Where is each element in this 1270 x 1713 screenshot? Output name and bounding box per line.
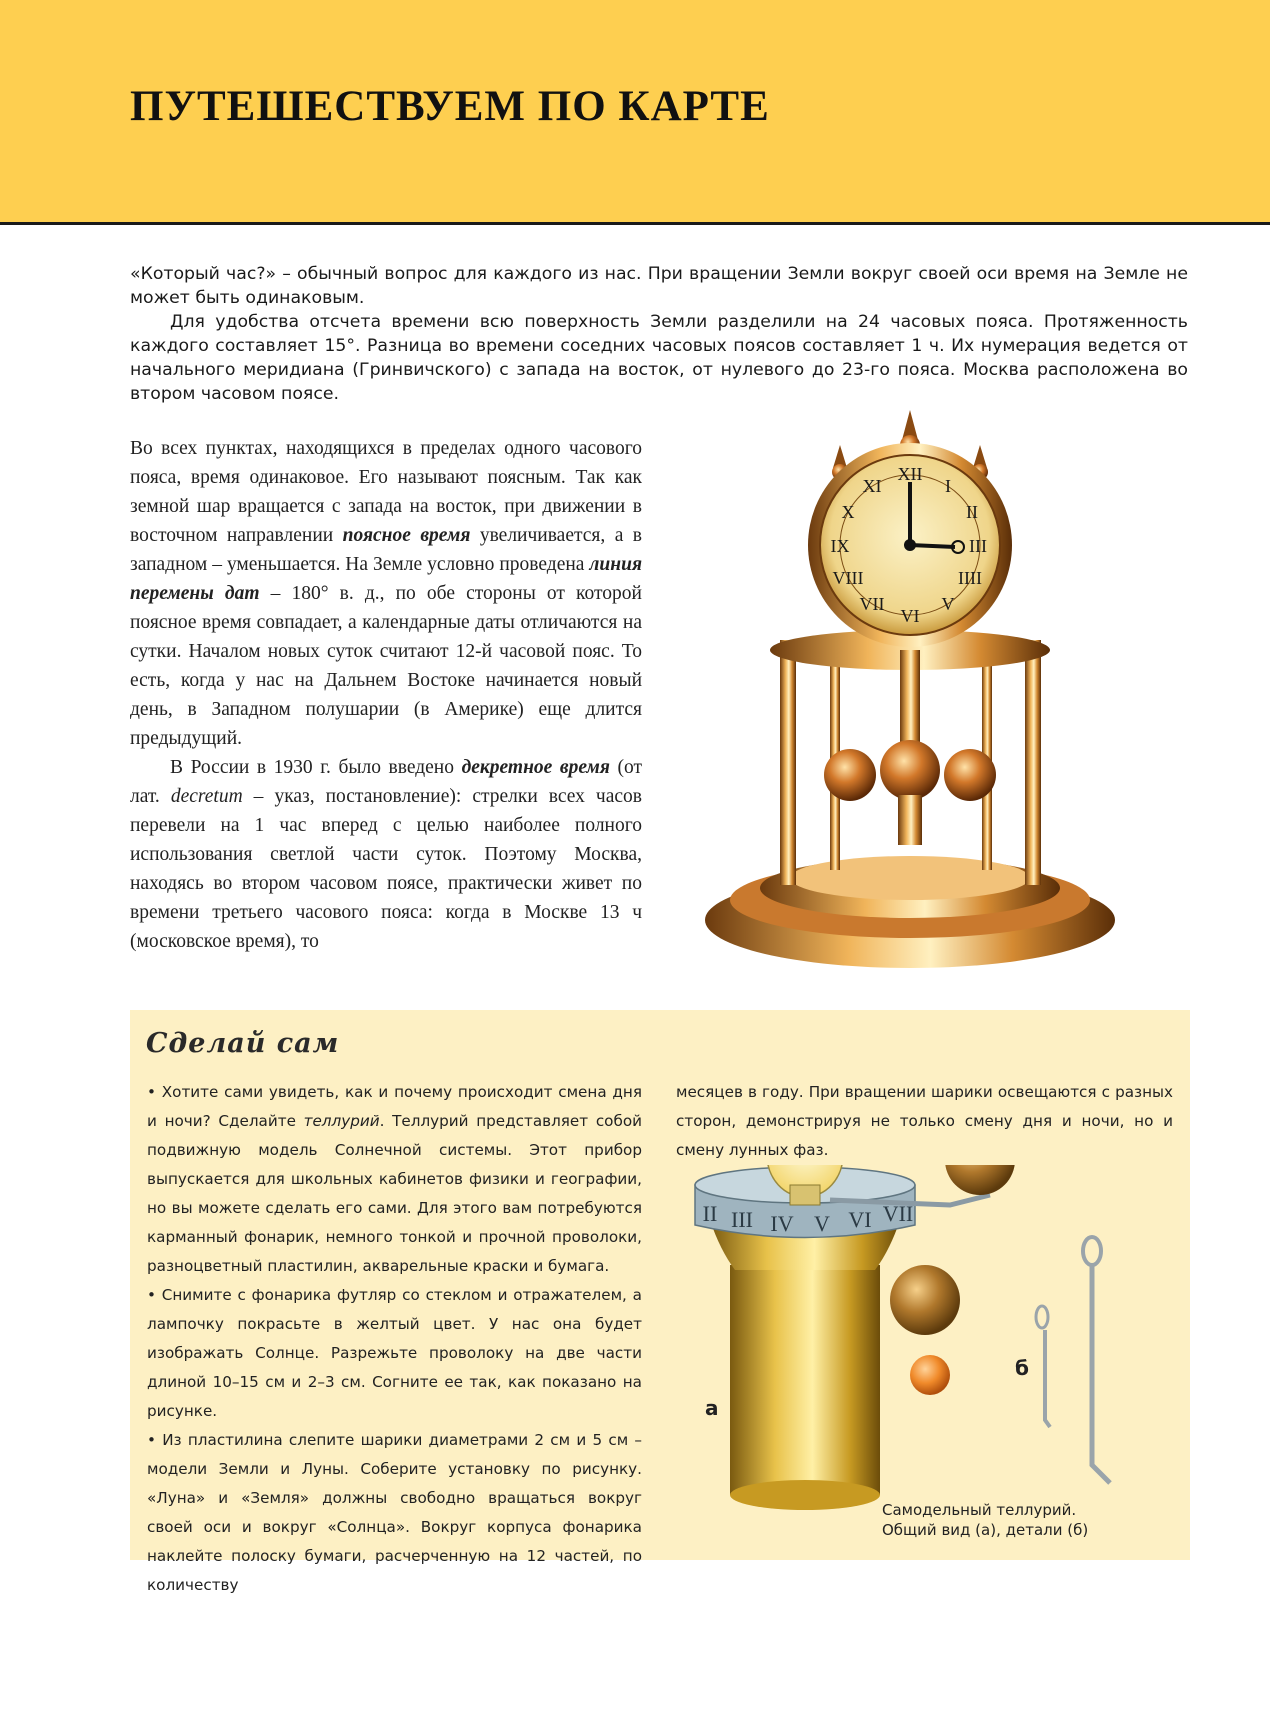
svg-text:VIII: VIII xyxy=(832,568,864,588)
box-item-1: • Хотите сами увидеть, как и почему происходит смена дня и ночи? Сделайте теллурий. Теллурий представляет собой подвижную модель Солнечной системы. Этот прибор выпускается для школьных кабинетов физики и географии, но вы можете сделать его сами. Для этого вам потребуются карманный фонарик, немного тонкой и прочной проволоки, разноцветный пластилин, акварельные краски и бумага. xyxy=(147,1083,642,1275)
svg-text:I: I xyxy=(945,476,951,496)
box-item-continued: месяцев в году. При вращении шарики освещаются с разных сторон, демонстрируя не только смену дня и ночи, но и смену лунных фаз. xyxy=(676,1083,1173,1159)
label-a: а xyxy=(705,1396,719,1420)
svg-text:IIII: IIII xyxy=(958,568,982,588)
tellurium-illustration xyxy=(690,1165,1190,1520)
svg-text:X: X xyxy=(841,502,855,522)
svg-text:III: III xyxy=(969,536,987,556)
body-paragraph-1: Во всех пунктах, находящихся в пределах одного часового пояса, время одинаковое. Его называют поясным. Так как земной шар вращается с запада на восток, при движении в восточном направлении поясное время увеличивается, а в западном – уменьшается. На Земле условно проведена линия перемены дат – 180° в. д., по обе стороны от которой поясное время совпадает, а календарные даты отличаются на сутки. Началом новых суток считают 12-й часовой пояс. То есть, когда у нас на Дальнем Востоке начинается новый день, в Западном полушарии (в Америке) еще длится предыдущий. xyxy=(130,438,642,749)
svg-text:XI: XI xyxy=(862,476,882,496)
box-column-left xyxy=(147,1078,642,1600)
illustration-caption: Самодельный теллурий. Общий вид (а), детали (б) xyxy=(882,1501,1089,1539)
box-title: Сделай сам xyxy=(146,1028,340,1059)
ring-label: V xyxy=(814,1211,830,1236)
intro-paragraph-1: «Который час?» – обычный вопрос для каждого из нас. При вращении Земли вокруг своей оси время на Земле не может быть одинаковым. xyxy=(130,264,1188,308)
page-header xyxy=(0,0,1270,225)
ring-label: VII xyxy=(882,1201,914,1226)
svg-text:II: II xyxy=(966,502,978,522)
latin-term: decretum xyxy=(170,786,243,807)
main-text-column xyxy=(130,434,642,956)
ring-label: II xyxy=(702,1201,718,1226)
anniversary-clock-image xyxy=(700,400,1120,990)
page-title: ПУТЕШЕСТВУЕМ ПО КАРТЕ xyxy=(130,83,770,130)
intro-paragraph-2: Для удобства отсчета времени всю поверхность Земли разделили на 24 часовых пояса. Протяженность каждого составляет 15°. Разница во времени соседних часовых поясов составляет 1 ч. Их нумерация ведется от начального меридиана (Гринвичского) с запада на восток, от нулевого до 23-го пояса. Москва расположена во втором часовом поясе. xyxy=(130,312,1188,404)
ring-label: VI xyxy=(848,1207,872,1232)
svg-text:VII: VII xyxy=(859,594,885,614)
label-b: б xyxy=(1015,1356,1029,1380)
ring-label: IV xyxy=(770,1211,794,1236)
term-tellurium: теллурий xyxy=(303,1112,380,1130)
box-column-right xyxy=(676,1078,1173,1165)
svg-text:XII: XII xyxy=(897,464,923,484)
term-decree-time: декретное время xyxy=(461,757,610,778)
box-item-3: • Из пластилина слепите шарики диаметрами 2 см и 5 см – модели Земли и Луны. Соберите установку по рисунку. «Луна» и «Земля» должны свободно вращаться вокруг своей оси и вокруг «Солнца». Вокруг корпуса фонарика наклейте полоску бумаги, расчерченную на 12 частей, по количеству xyxy=(147,1431,642,1594)
term-date-line: линия перемены дат xyxy=(130,554,642,604)
svg-text:IX: IX xyxy=(830,536,850,556)
svg-text:V: V xyxy=(941,594,955,614)
svg-text:VI: VI xyxy=(900,606,920,626)
intro-text xyxy=(130,262,1188,406)
ring-label: III xyxy=(731,1207,753,1232)
term-zone-time: поясное время xyxy=(342,525,471,546)
body-paragraph-2: В России в 1930 г. было введено декретное время (от лат. decretum – указ, постановление): стрелки всех часов перевели на 1 час вперед с целью наиболее полного использования светлой части суток. Поэтому Москва, находясь во втором часовом поясе, практически живет по времени третьего часового пояса: когда в Москве 13 ч (московское время), то xyxy=(130,757,643,952)
box-item-2: • Снимите с фонарика футляр со стеклом и отражателем, а лампочку покрасьте в желтый цвет. У нас она будет изображать Солнце. Разрежьте проволоку на две части длиной 10–15 см и 2–3 см. Согните ее так, как показано на рисунке. xyxy=(147,1286,642,1420)
